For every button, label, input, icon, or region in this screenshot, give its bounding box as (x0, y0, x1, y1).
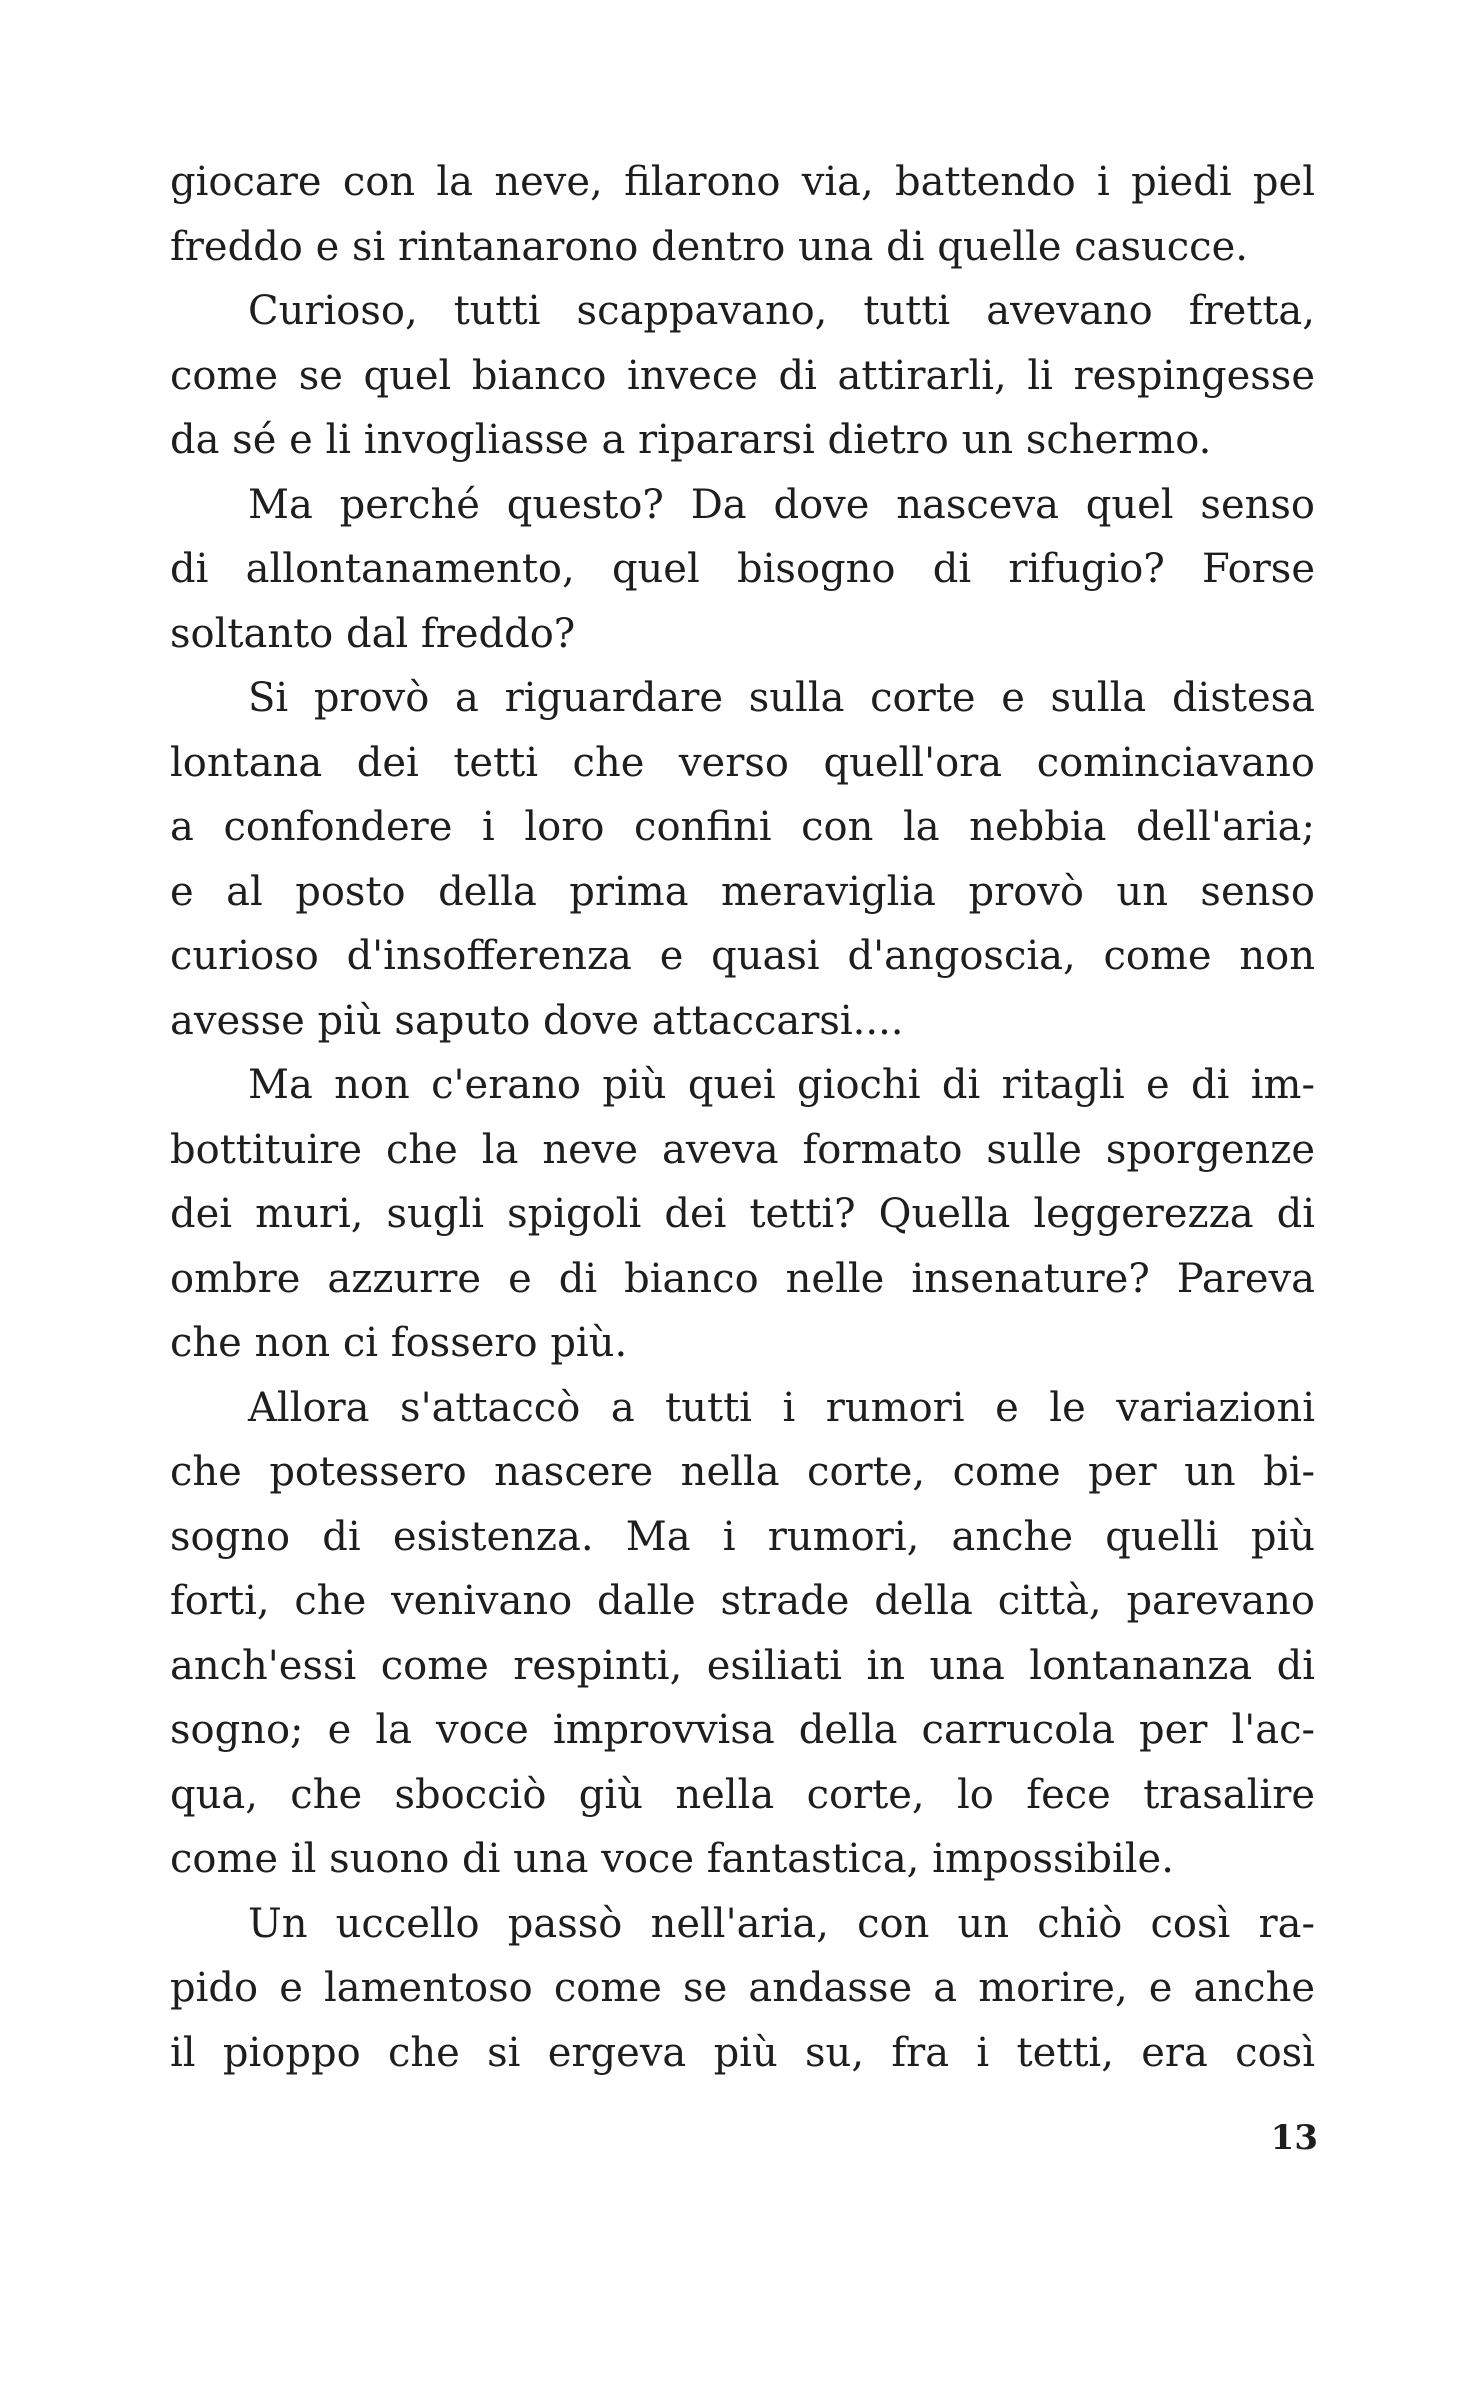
text-line: Curioso, tutti scappavano, tutti avevano fretta, (248, 288, 1315, 334)
text-line: Ma non c'erano più quei giochi di ritagli e di im- (248, 1062, 1315, 1108)
text-line: sogno di esistenza. Ma i rumori, anche quelli più (170, 1513, 1315, 1560)
text-line: giocare con la neve, filarono via, battendo i piedi pel (170, 159, 1315, 205)
text-line: e al posto della prima meraviglia provò un senso (170, 868, 1315, 915)
text-line: freddo e si rintanarono dentro una di quelle casucce. (170, 223, 1248, 270)
text-line: forti, che venivano dalle strade della città, parevano (170, 1578, 1315, 1624)
text-line: sogno; e la voce improvvisa della carrucola per l'ac- (170, 1707, 1315, 1753)
body-text (170, 150, 1315, 2085)
text-line: Ma perché questo? Da dove nasceva quel senso (248, 481, 1315, 528)
text-line: anch'essi come respinti, esiliati in una lontananza di (170, 1642, 1315, 1689)
text-line: Si provò a riguardare sulla corte e sulla distesa (248, 675, 1315, 721)
text-line: ombre azzurre e di bianco nelle insenature? Pareva (170, 1255, 1315, 1302)
text-line: che potessero nascere nella corte, come per un bi- (170, 1449, 1315, 1495)
text-line: bottituire che la neve aveva formato sulle sporgenze (170, 1126, 1315, 1173)
text-line: Allora s'attaccò a tutti i rumori e le variazioni (248, 1384, 1315, 1431)
text-line: il pioppo che si ergeva più su, fra i tetti, era così (170, 2029, 1315, 2076)
text-line: pido e lamentoso come se andasse a morire, e anche (170, 1965, 1315, 2011)
text-line: come il suono di una voce fantastica, impossibile. (170, 1836, 1174, 1882)
text-line: Un uccello passò nell'aria, con un chiò così ra- (248, 1900, 1315, 1947)
text-line: come se quel bianco invece di attirarli, li respingesse (170, 352, 1315, 399)
text-line: qua, che sbocciò giù nella corte, lo fece trasalire (170, 1771, 1315, 1818)
text-line: curioso d'insofferenza e quasi d'angoscia, come non (170, 933, 1315, 979)
text-line: lontana dei tetti che verso quell'ora cominciavano (170, 739, 1315, 786)
text-line: che non ci fossero più. (170, 1320, 628, 1366)
text-line: soltanto dal freddo? (170, 610, 576, 657)
text-line: dei muri, sugli spigoli dei tetti? Quella leggerezza di (170, 1191, 1315, 1237)
text-line: da sé e li invogliasse a ripararsi dietro un schermo. (170, 417, 1212, 463)
page-number: 13 (1270, 2118, 1318, 2158)
text-line: avesse più saputo dove attaccarsi.... (170, 997, 904, 1044)
text-line: a confondere i loro confini con la nebbia dell'aria; (170, 804, 1315, 850)
text-line: di allontanamento, quel bisogno di rifugio? Forse (170, 546, 1315, 592)
